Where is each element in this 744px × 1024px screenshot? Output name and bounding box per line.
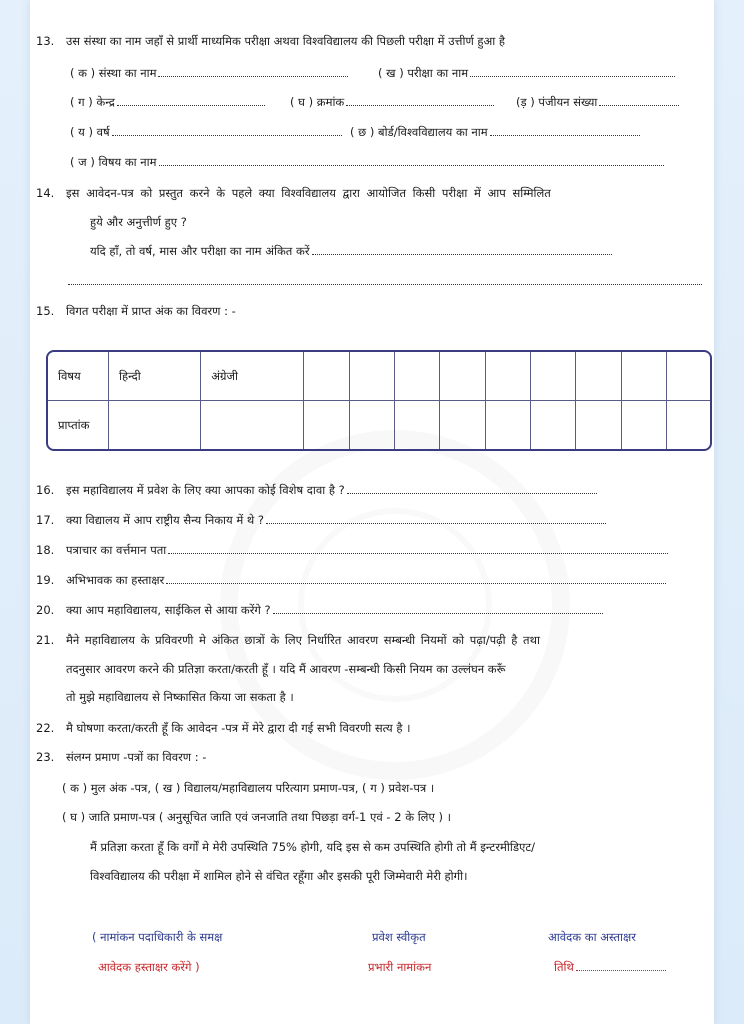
marks-cell[interactable]	[576, 401, 621, 449]
q13-ka-blank[interactable]	[158, 66, 348, 77]
subject-cell[interactable]	[350, 352, 395, 401]
q13-gha-field[interactable]	[290, 95, 494, 110]
subject-cell[interactable]	[304, 352, 349, 401]
subject-cell[interactable]	[440, 352, 485, 401]
q20-text: क्या आप महाविद्यालय, साईकिल से आया करेंगे ?	[66, 603, 271, 617]
q20-number: 20.	[36, 603, 55, 617]
subject-cell[interactable]: हिन्दी	[109, 352, 201, 401]
applicant-sign-note: आवेदक हस्ताक्षर करेंगे )	[98, 960, 200, 974]
q13-ya-blank[interactable]	[112, 125, 342, 136]
marks-cell[interactable]	[440, 401, 485, 449]
q16-blank[interactable]	[347, 483, 597, 494]
q13-chha-blank[interactable]	[490, 125, 640, 136]
q13-ka-field[interactable]	[70, 66, 348, 81]
q13-chha-label: ( छ ) बोर्ड/विश्वविद्यालय का नाम	[350, 125, 488, 139]
q13-ya-label: ( य ) वर्ष	[70, 125, 110, 139]
q19-text: अभिभावक का हस्ताक्षर	[66, 573, 165, 587]
marks-cell[interactable]	[486, 401, 531, 449]
subject-cell[interactable]	[531, 352, 576, 401]
q14-detail-blank[interactable]	[312, 244, 612, 255]
q13-ja-field[interactable]	[70, 155, 664, 170]
q16-text: इस महाविद्यालय में प्रवेश के लिए क्या आपका कोई विशेष दावा है ?	[66, 483, 345, 497]
q14-number: 14.	[36, 186, 55, 200]
q13-ga-blank[interactable]	[117, 95, 265, 106]
q18-field[interactable]	[36, 543, 668, 558]
q13-text: उस संस्था का नाम जहाँ से प्रार्थी माध्यमिक परीक्षा अथवा विश्वविद्यालय की पिछली परीक्षा में उत्तीर्ण हुआ है	[66, 34, 506, 48]
marks-cell[interactable]	[350, 401, 395, 449]
q16-number: 16.	[36, 483, 55, 497]
q13-ga-label: ( ग ) केन्द्र	[70, 95, 115, 109]
marks-table	[46, 350, 712, 451]
q21-line1: मैने महाविद्यालय के प्रविवरणी मे अंकित छात्रों के लिए निर्धारित आवरण सम्बन्धी नियमों को पढ़ा/पढ़ी है तथा	[66, 633, 540, 647]
q19-number: 19.	[36, 573, 55, 587]
q13-kha-field[interactable]	[378, 66, 675, 81]
marks-obtained-row	[48, 401, 710, 449]
marks-cell[interactable]	[109, 401, 201, 449]
enrolment-incharge-label: प्रभारी नामांकन	[368, 960, 432, 974]
q14-line	[36, 186, 551, 201]
q13-gha-blank[interactable]	[346, 95, 494, 106]
q13-da-field[interactable]	[516, 95, 679, 110]
q17-blank[interactable]	[266, 513, 606, 524]
q17-field[interactable]	[36, 513, 606, 528]
enrolment-officer-note: ( नामांकन पदाधिकारी के समक्ष	[92, 930, 223, 944]
q23-attachments-line2: ( घ ) जाति प्रमाण-पत्र ( अनुसूचित जाति एवं जनजाति तथा पिछड़ा वर्ग-1 एवं - 2 के लिए ) ।	[62, 810, 451, 824]
admission-approved-label: प्रवेश स्वीकृत	[372, 930, 426, 944]
q20-blank[interactable]	[273, 603, 603, 614]
q13-chha-field[interactable]	[350, 125, 640, 140]
q13-ga-field[interactable]	[70, 95, 265, 110]
marks-cell[interactable]	[622, 401, 667, 449]
q13-gha-label: ( घ ) क्रमांक	[290, 95, 345, 109]
q13-ya-field[interactable]	[70, 125, 342, 140]
q19-blank[interactable]	[166, 573, 666, 584]
q13-ja-label: ( ज ) विषय का नाम	[70, 155, 157, 169]
q23-number: 23.	[36, 750, 55, 764]
q18-blank[interactable]	[168, 543, 668, 554]
attendance-pledge-line1: मैं प्रतिज्ञा करता हूँ कि वर्गों मे मेरी उपस्थिति 75% होगी, यदि इस से कम उपस्थिति होगी तो मैं इन्टरमीडिएट/	[90, 840, 536, 854]
q14-line2: हुये और अनुत्तीर्ण हुए ?	[90, 215, 187, 229]
subject-cell[interactable]	[486, 352, 531, 401]
q13-number: 13.	[36, 34, 55, 48]
date-blank[interactable]	[576, 960, 666, 971]
subject-cell[interactable]: अंग्रेजी	[201, 352, 304, 401]
q14-detail-field[interactable]	[90, 244, 612, 259]
q13-kha-blank[interactable]	[470, 66, 675, 77]
subject-cell[interactable]	[667, 352, 710, 401]
marks-cell[interactable]	[201, 401, 304, 449]
q13-ja-blank[interactable]	[159, 155, 664, 166]
attendance-pledge-line2: विश्वविद्यालय की परीक्षा में शामिल होने से वंचित रहूँगा और इसकी पूरी जिम्मेवारी मेरी होगी।	[90, 869, 468, 883]
q19-field[interactable]	[36, 573, 666, 588]
q22-number: 22.	[36, 721, 55, 735]
q15-number: 15.	[36, 304, 55, 318]
q22-text: मै घोषणा करता/करती हूँ कि आवेदन -पत्र में मेरे द्वारा दी गई सभी विवरणी सत्य है ।	[66, 721, 411, 735]
q13-ka-label: ( क ) संस्था का नाम	[70, 66, 157, 80]
marks-cell[interactable]	[667, 401, 710, 449]
marks-subject-row	[48, 352, 710, 401]
q14-extra-dots[interactable]	[68, 274, 702, 285]
q18-number: 18.	[36, 543, 55, 557]
date-label: तिथि	[554, 960, 574, 974]
q21-line3: तो मुझे महाविद्यालय से निष्कासित किया जा सकता है ।	[66, 690, 294, 704]
marks-cell[interactable]	[304, 401, 349, 449]
q23-text: संलग्न प्रमाण -पत्रों का विवरण : -	[66, 750, 207, 764]
subject-cell[interactable]	[576, 352, 621, 401]
q16-field[interactable]	[36, 483, 597, 498]
q18-text: पत्राचार का वर्त्तमान पता	[66, 543, 167, 557]
q15-line	[36, 304, 236, 319]
q17-number: 17.	[36, 513, 55, 527]
date-field[interactable]	[554, 960, 666, 975]
q17-text: क्या विद्यालय में आप राष्ट्रीय सैन्य निकाय में थे ?	[66, 513, 264, 527]
q13-da-blank[interactable]	[599, 95, 679, 106]
q14-extra-blank[interactable]	[66, 274, 702, 288]
applicant-signature-label: आवेदक का अस्ताक्षर	[548, 930, 636, 944]
q21-line2: तदनुसार आवरण करने की प्रतिज्ञा करता/करती हूँ । यदि मैं आवरण -सम्बन्धी किसी नियम का उल्लंघन करूँ	[66, 662, 506, 676]
q13-kha-label: ( ख ) परीक्षा का नाम	[378, 66, 469, 80]
marks-cell[interactable]	[531, 401, 576, 449]
q21-line	[36, 633, 540, 648]
subject-row-header: विषय	[48, 352, 109, 401]
q13-da-label: (ड़ ) पंजीयन संख्या	[516, 95, 598, 109]
q14-line3: यदि हाँ, तो वर्ष, मास और परीक्षा का नाम अंकित करें	[90, 244, 310, 258]
q21-number: 21.	[36, 633, 55, 647]
q13-line	[36, 34, 505, 49]
q14-line1: इस आवेदन-पत्र को प्रस्तुत करने के पहले क्या विश्वविद्यालय द्वारा आयोजित किसी परीक्षा में आप सम्मिलित	[66, 186, 551, 200]
subject-cell[interactable]	[622, 352, 667, 401]
q23-line	[36, 750, 206, 765]
q20-field[interactable]	[36, 603, 603, 618]
marks-cell[interactable]	[395, 401, 440, 449]
q23-attachments-line1: ( क ) मुल अंक -पत्र, ( ख ) विद्यालय/महाविद्यालय परित्याग प्रमाण-पत्र, ( ग ) प्रवेश-पत्र ।	[62, 781, 435, 795]
subject-cell[interactable]	[395, 352, 440, 401]
marks-row-header: प्राप्तांक	[48, 401, 109, 449]
q22-line	[36, 721, 410, 736]
q15-text: विगत परीक्षा में प्राप्त अंक का विवरण : -	[66, 304, 236, 318]
